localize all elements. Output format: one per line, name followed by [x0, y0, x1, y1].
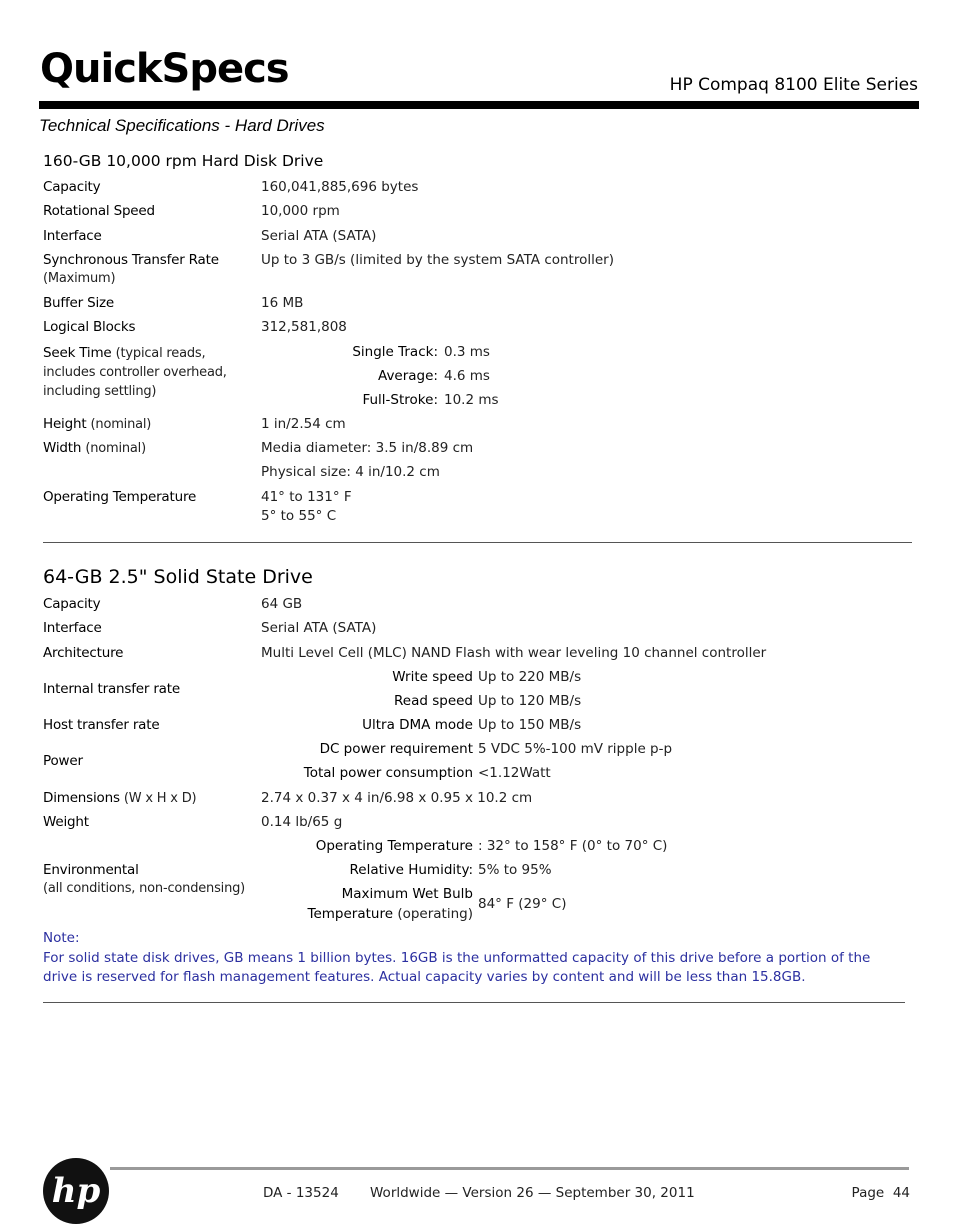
- ssd-wetbulb-key-2: [308, 906, 473, 922]
- section-divider: [43, 542, 912, 543]
- ssd-section-title: 64-GB 2.5" Solid State Drive: [43, 566, 313, 588]
- ssd-wetbulb-val: 84° F (29° C): [478, 896, 567, 912]
- ssd-note-body: For solid state disk drives, GB means 1 billion bytes. 16GB is the unformatted capacity of this drive before a portion of the drive is reserved for flash management features. Actual capacity varies by content and will be less than 15.8GB.: [43, 950, 871, 985]
- hdd-seek-sub: (typical reads, includes controller overhead, including settling): [43, 346, 227, 399]
- ssd-dim-sub: (W x H x D): [123, 791, 197, 806]
- ssd-dim-label-text: Dimensions: [43, 790, 120, 806]
- ssd-wetbulb-key-2-text: Temperature: [307, 906, 394, 922]
- header-bar: [39, 101, 919, 109]
- footer-rule: [110, 1167, 909, 1170]
- hdd-buffer-label: Buffer Size: [43, 295, 114, 311]
- hdd-rotational-label: Rotational Speed: [43, 203, 155, 219]
- hdd-capacity-value: 160,041,885,696 bytes: [261, 179, 419, 195]
- hdd-sync-sub: (Maximum): [43, 271, 116, 286]
- hdd-buffer-value: 16 MB: [261, 295, 304, 311]
- hdd-temp-value-2: 5° to 55° C: [261, 508, 337, 524]
- section-divider-bottom: [43, 1002, 905, 1003]
- ssd-write-val: Up to 220 MB/s: [478, 669, 582, 685]
- ssd-rh-val: 5% to 95%: [478, 862, 552, 878]
- footer-page-number: 44: [892, 1185, 910, 1201]
- ssd-udma-key: Ultra DMA mode: [362, 717, 473, 733]
- hdd-interface-label: Interface: [43, 228, 102, 244]
- ssd-rh-key: Relative Humidity:: [349, 862, 473, 878]
- ssd-arch-value: Multi Level Cell (MLC) NAND Flash with wear leveling 10 channel controller: [261, 645, 767, 661]
- ssd-dc-val: 5 VDC 5%-100 mV ripple p-p: [478, 741, 673, 757]
- ssd-interface-label: Interface: [43, 620, 102, 636]
- hdd-temp-label: Operating Temperature: [43, 489, 197, 505]
- ssd-interface-value: Serial ATA (SATA): [261, 620, 377, 636]
- ssd-udma-val: Up to 150 MB/s: [478, 717, 582, 733]
- hdd-width-label-text: Width: [43, 440, 82, 456]
- footer-doc-id: DA - 13524: [263, 1185, 339, 1201]
- hdd-seek-single-key: Single Track:: [352, 344, 438, 360]
- hdd-sync-label: Synchronous Transfer Rate: [43, 252, 219, 268]
- hdd-rotational-value: 10,000 rpm: [261, 203, 340, 219]
- hdd-seek-full-key: Full-Stroke:: [362, 392, 438, 408]
- hdd-blocks-label: Logical Blocks: [43, 319, 136, 335]
- hdd-width-value-1: Media diameter: 3.5 in/8.89 cm: [261, 440, 474, 456]
- ssd-read-key: Read speed: [394, 693, 473, 709]
- hdd-temp-value-1: 41° to 131° F: [261, 489, 352, 505]
- ssd-env-label: Environmental: [43, 862, 139, 878]
- footer-page-label: Page: [851, 1185, 885, 1201]
- ssd-wetbulb-sub: (operating): [397, 906, 473, 922]
- footer-version: Worldwide — Version 26 — September 30, 2011: [370, 1185, 695, 1201]
- hdd-seek-label: [43, 344, 243, 401]
- ssd-optemp-val: : 32° to 158° F (0° to 70° C): [478, 838, 668, 854]
- ssd-capacity-label: Capacity: [43, 596, 101, 612]
- ssd-dim-label: [43, 790, 196, 806]
- ssd-note-label: Note:: [43, 930, 80, 946]
- product-series: HP Compaq 8100 Elite Series: [669, 75, 918, 95]
- ssd-total-key: Total power consumption: [303, 765, 473, 781]
- hdd-width-sub: (nominal): [85, 441, 146, 456]
- hdd-height-value: 1 in/2.54 cm: [261, 416, 346, 432]
- hdd-height-label-text: Height: [43, 416, 87, 432]
- hdd-capacity-label: Capacity: [43, 179, 101, 195]
- ssd-capacity-value: 64 GB: [261, 596, 303, 612]
- ssd-wetbulb-key-1: Maximum Wet Bulb: [341, 886, 473, 902]
- hdd-width-label: [43, 440, 146, 456]
- hdd-seek-avg-val: 4.6 ms: [444, 368, 490, 384]
- hdd-interface-value: Serial ATA (SATA): [261, 228, 377, 244]
- quickspecs-title: QuickSpecs: [40, 46, 289, 92]
- ssd-itr-label: Internal transfer rate: [43, 681, 180, 697]
- hdd-seek-full-val: 10.2 ms: [444, 392, 499, 408]
- ssd-read-val: Up to 120 MB/s: [478, 693, 582, 709]
- ssd-weight-value: 0.14 lb/65 g: [261, 814, 343, 830]
- hdd-height-sub: (nominal): [90, 417, 152, 432]
- hdd-width-value-2: Physical size: 4 in/10.2 cm: [261, 464, 440, 480]
- hdd-blocks-value: 312,581,808: [261, 319, 347, 335]
- ssd-dc-key: DC power requirement: [319, 741, 473, 757]
- ssd-total-val: <1.12Watt: [478, 765, 551, 781]
- hp-logo-text: hp: [51, 1171, 101, 1211]
- footer-page: [852, 1185, 910, 1201]
- hdd-seek-avg-key: Average:: [378, 368, 438, 384]
- ssd-env-sub: (all conditions, non-condensing): [43, 881, 246, 896]
- hp-logo: [43, 1158, 109, 1224]
- hdd-sync-value: Up to 3 GB/s (limited by the system SATA controller): [261, 252, 614, 268]
- ssd-power-label: Power: [43, 753, 83, 769]
- page-subtitle: Technical Specifications - Hard Drives: [39, 116, 325, 135]
- hdd-seek-single-val: 0.3 ms: [444, 344, 490, 360]
- hdd-section-title: 160-GB 10,000 rpm Hard Disk Drive: [43, 152, 324, 170]
- ssd-htr-label: Host transfer rate: [43, 717, 160, 733]
- ssd-weight-label: Weight: [43, 814, 89, 830]
- hdd-height-label: [43, 416, 151, 432]
- ssd-arch-label: Architecture: [43, 645, 124, 661]
- hdd-seek-label-text: Seek Time: [43, 345, 112, 361]
- ssd-write-key: Write speed: [392, 669, 473, 685]
- ssd-optemp-key: Operating Temperature: [315, 838, 473, 854]
- ssd-dim-value: 2.74 x 0.37 x 4 in/6.98 x 0.95 x 10.2 cm: [261, 790, 533, 806]
